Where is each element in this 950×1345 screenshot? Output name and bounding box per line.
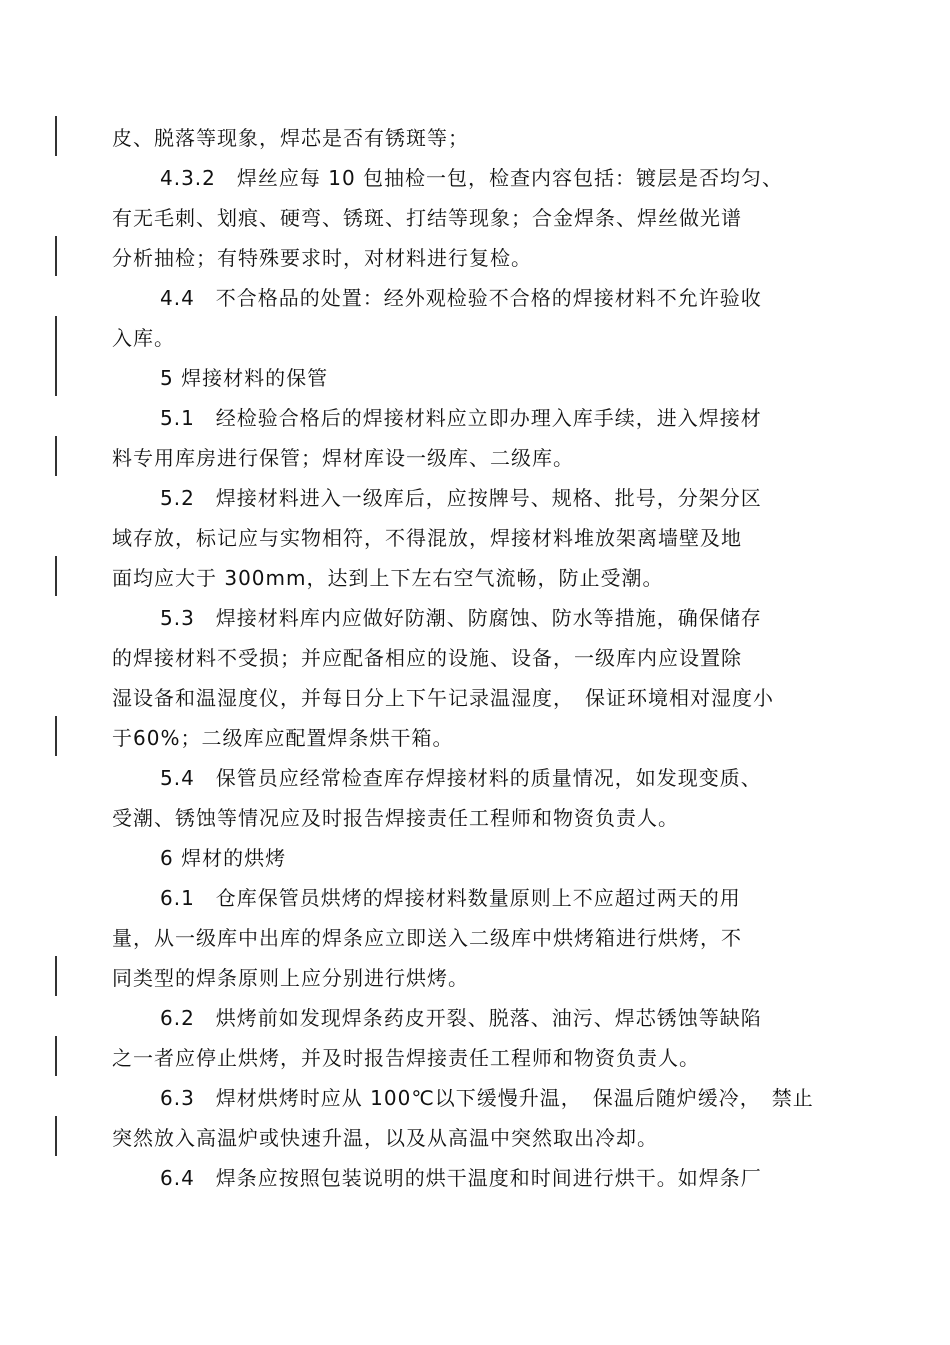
revision-bar (55, 1116, 57, 1156)
text-line: 域存放，标记应与实物相符，不得混放，焊接材料堆放架离墙壁及地 (112, 526, 742, 550)
text-line: 突然放入高温炉或快速升温，以及从高温中突然取出冷却。 (112, 1126, 658, 1150)
revision-bar (55, 716, 57, 756)
revision-bar (55, 556, 57, 596)
text-line: 入库。 (112, 326, 175, 350)
text-line: 之一者应停止烘烤，并及时报告焊接责任工程师和物资负责人。 (112, 1046, 700, 1070)
text-line: 6.4 焊条应按照包装说明的烘干温度和时间进行烘干。如焊条厂 (160, 1166, 762, 1190)
revision-bar (55, 956, 57, 996)
text-line: 量，从一级库中出库的焊条应立即送入二级库中烘烤箱进行烘烤，不 (112, 926, 742, 950)
text-line: 6.2 烘烤前如发现焊条药皮开裂、脱落、油污、焊芯锈蚀等缺陷 (160, 1006, 762, 1030)
text-line: 受潮、锈蚀等情况应及时报告焊接责任工程师和物资负责人。 (112, 806, 679, 830)
text-line: 5.1 经检验合格后的焊接材料应立即办理入库手续，进入焊接材 (160, 406, 762, 430)
text-line: 同类型的焊条原则上应分别进行烘烤。 (112, 966, 469, 990)
text-line: 皮、脱落等现象，焊芯是否有锈斑等； (112, 126, 469, 150)
text-line: 湿设备和温湿度仪，并每日分上下午记录温湿度， 保证环境相对湿度小 (112, 686, 774, 710)
section-heading: 5 焊接材料的保管 (160, 366, 329, 390)
text-line: 5.2 焊接材料进入一级库后，应按牌号、规格、批号，分架分区 (160, 486, 762, 510)
text-line: 6.1 仓库保管员烘烤的焊接材料数量原则上不应超过两天的用 (160, 886, 741, 910)
text-line: 的焊接材料不受损；并应配备相应的设施、设备，一级库内应设置除 (112, 646, 742, 670)
revision-bar (55, 116, 57, 156)
text-line: 5.4 保管员应经常检查库存焊接材料的质量情况，如发现变质、 (160, 766, 762, 790)
text-line: 于60%；二级库应配置焊条烘干箱。 (112, 726, 454, 750)
text-line: 料专用库房进行保管；焊材库设一级库、二级库。 (112, 446, 574, 470)
text-line: 4.4 不合格品的处置：经外观检验不合格的焊接材料不允许验收 (160, 286, 762, 310)
text-line: 分析抽检；有特殊要求时，对材料进行复检。 (112, 246, 532, 270)
section-heading: 6 焊材的烘烤 (160, 846, 287, 870)
revision-bar (55, 436, 57, 476)
text-line: 5.3 焊接材料库内应做好防潮、防腐蚀、防水等措施，确保储存 (160, 606, 762, 630)
text-line: 有无毛刺、划痕、硬弯、锈斑、打结等现象；合金焊条、焊丝做光谱 (112, 206, 742, 230)
text-line: 面均应大于 300mm，达到上下左右空气流畅，防止受潮。 (112, 566, 664, 590)
text-line: 6.3 焊材烘烤时应从 100℃以下缓慢升温， 保温后随炉缓冷， 禁止 (160, 1086, 814, 1110)
revision-bar (55, 236, 57, 276)
revision-bar (55, 1036, 57, 1076)
revision-bar (55, 316, 57, 396)
text-line: 4.3.2 焊丝应每 10 包抽检一包，检查内容包括：镀层是否均匀、 (160, 166, 784, 190)
